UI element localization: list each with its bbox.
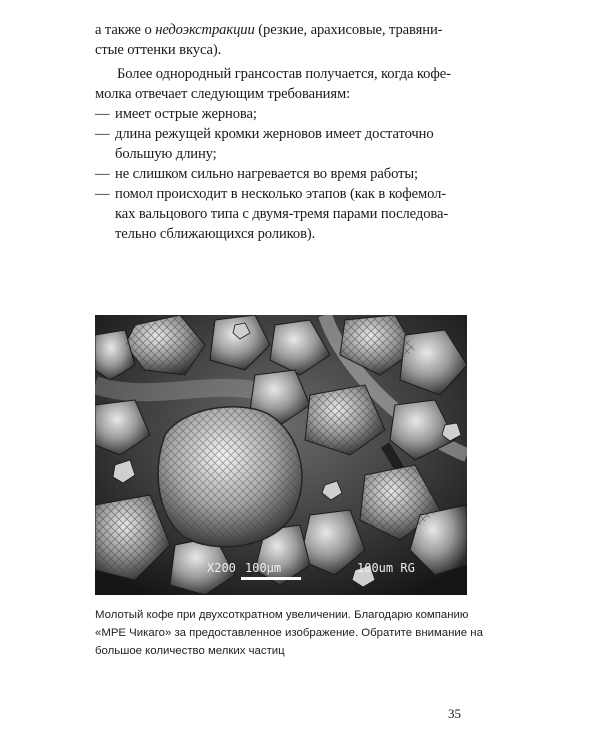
scale-bar <box>95 561 467 577</box>
body-text <box>95 20 480 244</box>
paragraph-1-emphasis: недоэкстракции <box>155 22 255 38</box>
list-item-text: не слишком сильно нагревается во время работы; <box>115 166 419 182</box>
paragraph-1-prefix: а также о <box>95 22 156 38</box>
list-item <box>95 124 480 164</box>
microscope-photo <box>95 315 467 595</box>
photo-caption: Молотый кофе при двухсоткратном увеличении. Благодарю компанию «MPE Чикаго» за предоставленное изображение. Обратите внимание на большое количество мелких частиц <box>95 609 483 657</box>
list-dash: — <box>95 106 110 122</box>
scale-bar-label: 100µm <box>245 561 282 575</box>
list-dash: — <box>95 186 110 202</box>
list-item <box>95 164 480 184</box>
coffee-particles-image <box>95 315 467 595</box>
paragraph-1 <box>95 20 480 60</box>
list-item-text: длина режущей кромки жерновов имеет достаточно большую длину; <box>115 126 434 162</box>
page-number: 35 <box>448 706 461 721</box>
paragraph-1-rest: (резкие, арахисовые, травяни- стые оттенки вкуса). <box>95 22 443 58</box>
paragraph-2: Более однородный грансостав получается, когда кофе- молка отвечает следующим требованиям: <box>95 66 451 102</box>
magnification-label: X200 <box>207 561 236 575</box>
scale-bar-line <box>241 577 301 580</box>
list-item <box>95 104 480 124</box>
list-item-text: помол происходит в несколько этапов (как в кофемол- ках вальцового типа с двумя-тремя парами последова- тельно сближающихся роликов). <box>115 186 449 242</box>
list-item-text: имеет острые жернова; <box>115 106 257 122</box>
scale-lab-label: 100um RG <box>357 561 415 575</box>
list-dash: — <box>95 166 110 182</box>
requirements-list <box>95 104 480 244</box>
list-item <box>95 184 480 244</box>
list-dash: — <box>95 126 110 142</box>
